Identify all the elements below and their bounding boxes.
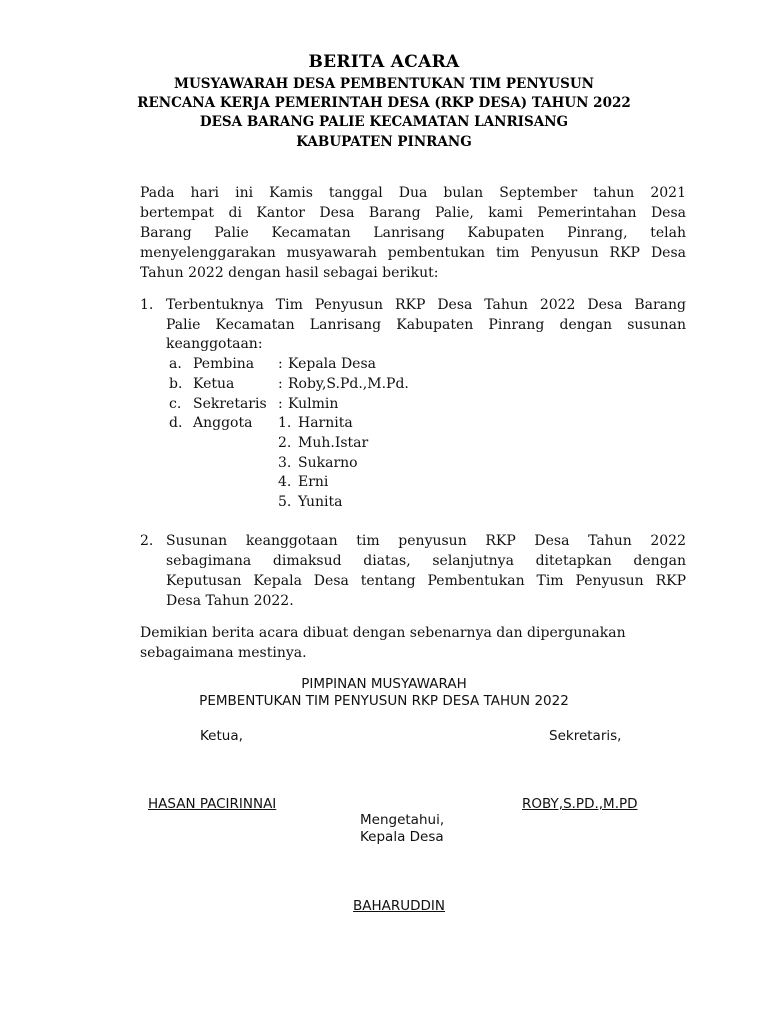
ketua-name: HASAN PACIRINNAI — [148, 796, 277, 812]
list-item-1-line-3: keanggotaan: — [166, 336, 263, 352]
list-item-number: 1. — [140, 297, 154, 313]
ketua-label: Ketua, — [200, 728, 243, 744]
intro-line-3: Barang Palie Kecamatan Lanrisang Kabupaten Pinrang, telah — [140, 225, 686, 241]
header-line-3: DESA BARANG PALIE KECAMATAN LANRISANG — [199, 114, 569, 130]
member-name: Harnita — [298, 415, 353, 431]
member-number: 3. — [278, 455, 292, 471]
role-name: Kepala Desa — [288, 356, 376, 372]
header-line-4: KABUPATEN PINRANG — [296, 134, 472, 150]
kepala-desa-name: BAHARUDDIN — [353, 898, 446, 914]
list-item-number: 2. — [140, 533, 154, 549]
list-item-1-line-1: Terbentuknya Tim Penyusun RKP Desa Tahun 2022 Desa Barang — [166, 297, 686, 313]
member-number: 2. — [278, 435, 292, 451]
sekretaris-label: Sekretaris, — [549, 728, 622, 744]
mengetahui-label: Mengetahui, — [360, 812, 445, 828]
role-label: Ketua — [193, 376, 235, 392]
member-name: Sukarno — [298, 455, 358, 471]
list-item-2-line-2: sebagimana dimaksud diatas, selanjutnya ditetapkan dengan — [166, 553, 686, 569]
intro-line-5: Tahun 2022 dengan hasil sebagai berikut: — [140, 265, 439, 281]
sekretaris-name: ROBY,S.PD.,M.PD — [522, 796, 638, 812]
list-item-2-line-4: Desa Tahun 2022. — [166, 593, 294, 609]
role-separator: : — [278, 376, 283, 392]
signature-heading-1: PIMPINAN MUSYAWARAH — [301, 676, 467, 692]
list-item-2-line-3: Keputusan Kepala Desa tentang Pembentukan Tim Penyusun RKP — [166, 573, 686, 589]
header-line-2: RENCANA KERJA PEMERINTAH DESA (RKP DESA) TAHUN 2022 — [137, 95, 631, 111]
role-letter: b. — [169, 376, 183, 392]
member-number: 5. — [278, 494, 292, 510]
role-name: Kulmin — [288, 396, 339, 412]
member-name: Erni — [298, 474, 329, 490]
closing-line-2: sebagaimana mestinya. — [140, 645, 307, 661]
role-letter: d. — [169, 415, 183, 431]
list-item-1-line-2: Palie Kecamatan Lanrisang Kabupaten Pinrang dengan susunan — [166, 317, 686, 333]
member-name: Muh.Istar — [298, 435, 369, 451]
role-name: Roby,S.Pd.,M.Pd. — [288, 376, 409, 392]
intro-line-4: menyelenggarakan musyawarah pembentukan tim Penyusun RKP Desa — [140, 245, 686, 261]
role-letter: a. — [169, 356, 182, 372]
member-name: Yunita — [298, 494, 343, 510]
role-separator: : — [278, 396, 283, 412]
header-line-1: MUSYAWARAH DESA PEMBENTUKAN TIM PENYUSUN — [174, 76, 594, 92]
member-number: 1. — [278, 415, 292, 431]
signature-heading-2: PEMBENTUKAN TIM PENYUSUN RKP DESA TAHUN 2022 — [199, 693, 569, 709]
intro-line-2: bertempat di Kantor Desa Barang Palie, kami Pemerintahan Desa — [140, 205, 686, 221]
kepala-desa-label: Kepala Desa — [360, 829, 444, 845]
role-separator: : — [278, 356, 283, 372]
member-number: 4. — [278, 474, 292, 490]
role-label: Sekretaris — [193, 396, 267, 412]
role-letter: c. — [169, 396, 182, 412]
list-item-2-line-1: Susunan keanggotaan tim penyusun RKP Desa Tahun 2022 — [166, 533, 686, 549]
intro-line-1: Pada hari ini Kamis tanggal Dua bulan September tahun 2021 — [140, 185, 686, 201]
role-label: Anggota — [193, 415, 253, 431]
role-label: Pembina — [193, 356, 255, 372]
closing-line-1: Demikian berita acara dibuat dengan sebenarnya dan dipergunakan — [140, 625, 626, 641]
document-title: BERITA ACARA — [308, 52, 460, 72]
